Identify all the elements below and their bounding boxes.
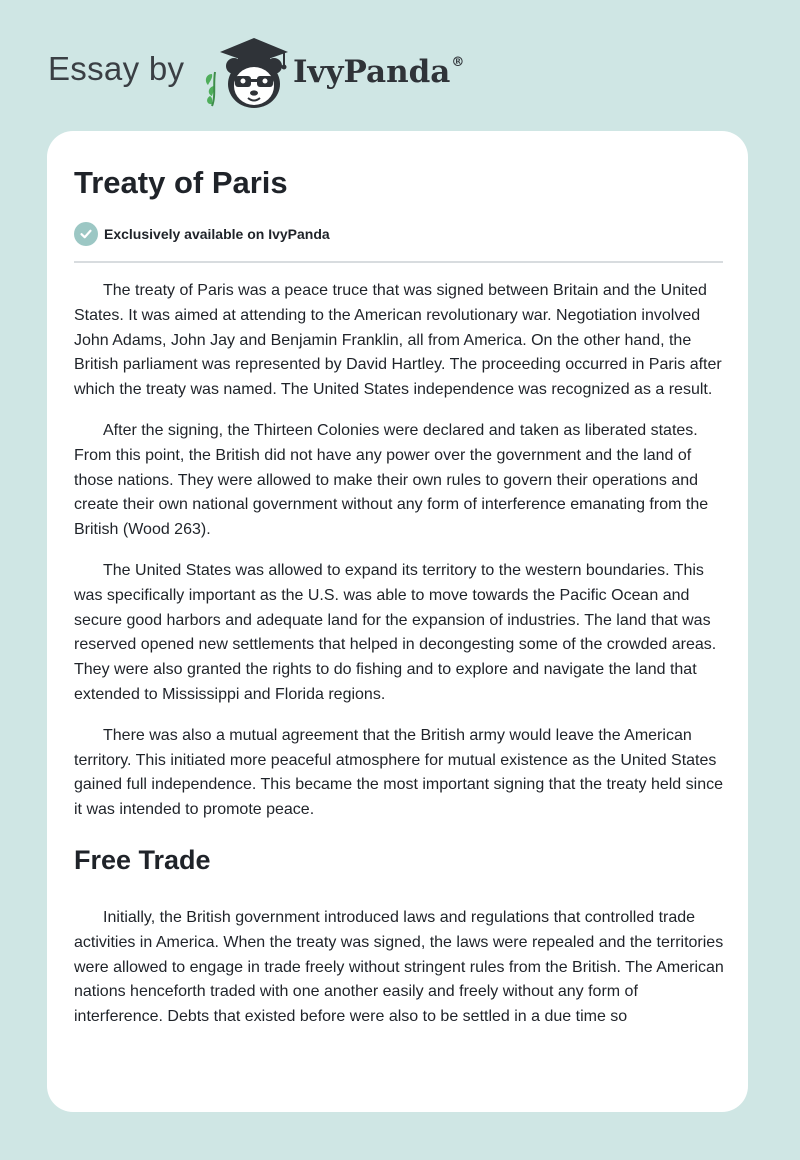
- section-heading-free-trade: Free Trade: [74, 844, 211, 875]
- registered-mark: ®: [451, 55, 465, 70]
- badge-label: Exclusively available on IvyPanda: [104, 226, 330, 242]
- essay-by-label: Essay by: [48, 50, 185, 87]
- essay-title: Treaty of Paris: [74, 165, 288, 200]
- site-header: [0, 0, 800, 130]
- paragraph: After the signing, the Thirteen Colonies were declared and taken as liberated states. From this point, the British did not have any power over the government and the land of those nations. They were allowed to make their own rules to govern their operations and create their own national government without any form of interference emanating from the British (Wood 263).: [74, 421, 709, 539]
- exclusive-badge: [74, 221, 330, 247]
- paragraph: Initially, the British government introduced laws and regulations that controlled trade activities in America. When the treaty was signed, the laws were repealed and the territories were allowed to engage in trade freely without stringent rules from the British. The American nations henceforth traded with one another easily and freely without any form of interference. Debts that existed before were also to be settled in a due time so: [74, 908, 724, 1026]
- brand-name[interactable]: [293, 54, 464, 90]
- panda-logo-icon[interactable]: [198, 34, 292, 112]
- paragraph: There was also a mutual agreement that the British army would leave the American territory. This initiated more peaceful atmosphere for mutual existence as the United States gained full independence. This became the most important signing that the treaty held since it was intended to promote peace.: [74, 726, 723, 819]
- paragraph: The United States was allowed to expand its territory to the western boundaries. This was specifically important as the U.S. was able to move towards the Pacific Ocean and secure good harbors and adequate land for the expansion of industries. The land that was reserved opened new settlements that helped in decongesting some of the crowded areas. They were also granted the rights to do fishing and to explore and navigate the land that extended to Mississippi and Florida regions.: [74, 561, 717, 703]
- essay-body: [74, 279, 724, 1046]
- paragraph: The treaty of Paris was a peace truce that was signed between Britain and the United States. It was aimed at attending to the American revolutionary war. Negotiation involved John Adams, John Jay and Benjamin Franklin, all from America. On the other hand, the British parliament was represented by David Hartley. The proceeding occurred in Paris after which the treaty was named. The United States independence was recognized as a result.: [74, 282, 722, 399]
- essay-card: [47, 131, 748, 1112]
- check-icon: [74, 222, 98, 246]
- divider: [74, 261, 723, 263]
- brand-text[interactable]: IvyPanda: [293, 54, 451, 90]
